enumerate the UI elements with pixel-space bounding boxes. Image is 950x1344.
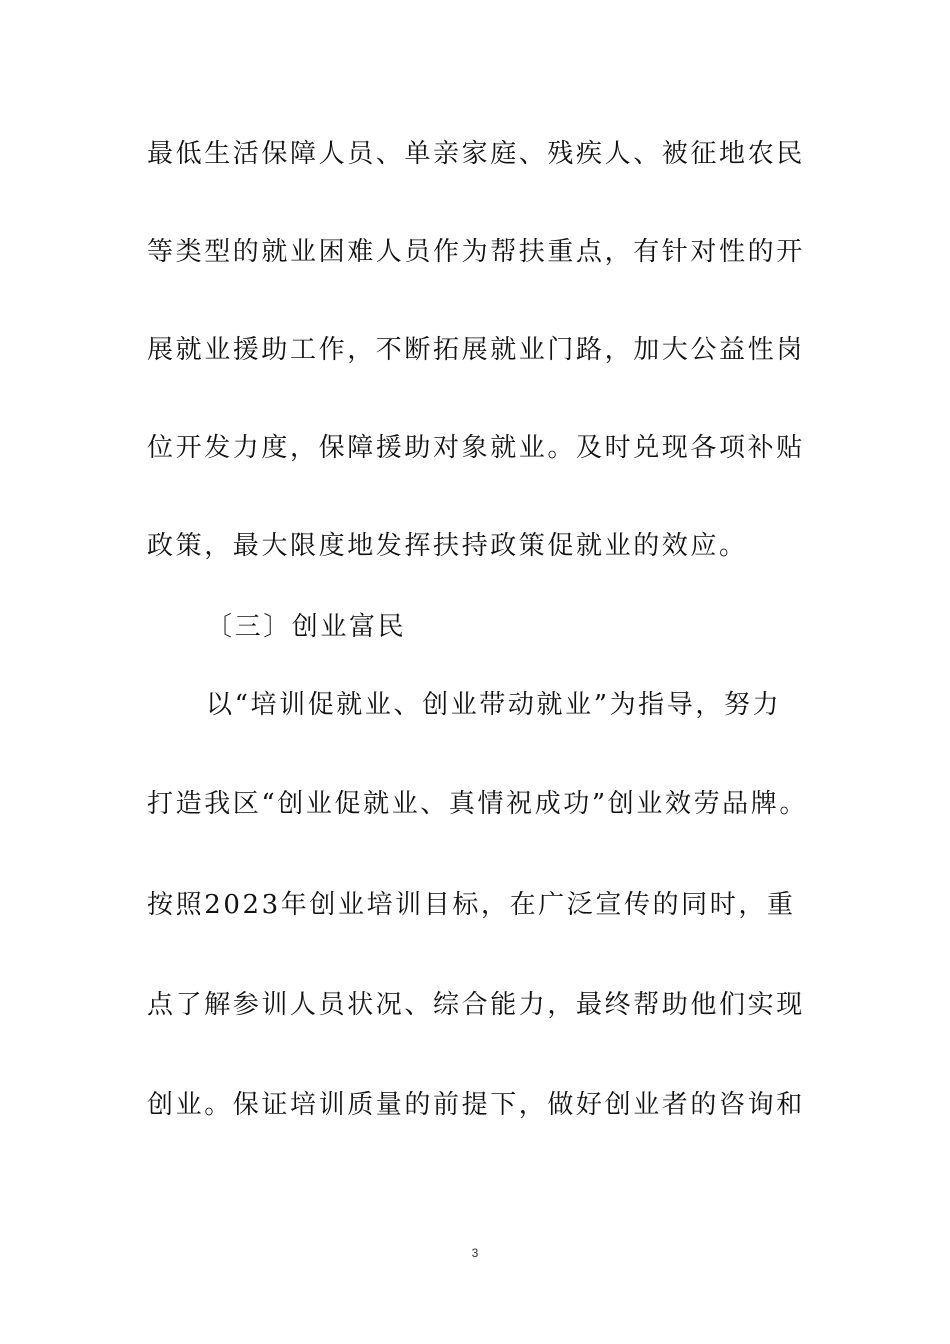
- section-heading: 〔三〕创业富民: [206, 612, 407, 642]
- page-number: 3: [471, 1246, 479, 1260]
- body-text-line: 创业。保证培训质量的前提下，做好创业者的咨询和: [147, 1090, 805, 1120]
- body-text-line: 位开发力度，保障援助对象就业。及时兑现各项补贴: [147, 433, 805, 463]
- body-text-line: 打造我区“创业促就业、真情祝成功”创业效劳品牌。: [147, 789, 808, 819]
- body-text-line: 以“培训促就业、创业带动就业”为指导，努力: [206, 690, 782, 720]
- body-text-line: 按照2023年创业培训目标，在广泛宣传的同时，重: [147, 890, 796, 920]
- body-text-line: 最低生活保障人员、单亲家庭、残疾人、被征地农民: [147, 139, 805, 169]
- body-text-line: 展就业援助工作，不断拓展就业门路，加大公益性岗: [147, 335, 805, 365]
- body-text-line: 等类型的就业困难人员作为帮扶重点，有针对性的开: [147, 237, 805, 267]
- body-text-line: 点了解参训人员状况、综合能力，最终帮助他们实现: [147, 990, 805, 1020]
- body-text-line: 政策，最大限度地发挥扶持政策促就业的效应。: [147, 531, 748, 561]
